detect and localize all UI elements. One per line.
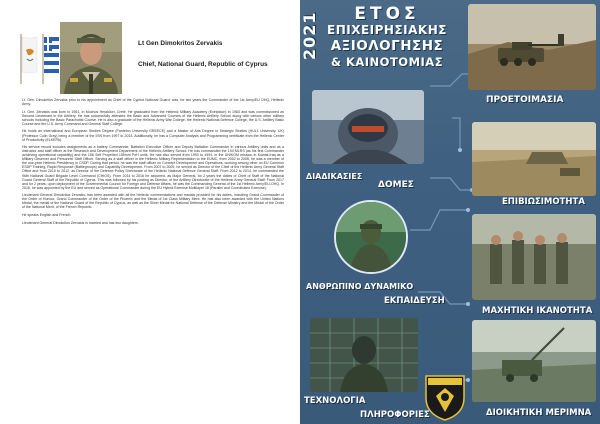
greek-flag — [42, 34, 60, 84]
label-readiness: ΠΡΟΕΤΟΙΜΑΣΙΑ — [486, 95, 564, 105]
title-line: ΑΞΙΟΛΟΓΗΣΗΣ — [330, 38, 444, 54]
general-portrait — [60, 22, 122, 94]
title-line: ΕΠΙΧΕΙΡΗΣΙΑΚΗΣ — [327, 23, 447, 37]
label-information: ΠΛΗΡΟΦΟΡΙΕΣ — [360, 410, 430, 420]
bio-role: Chief, National Guard, Republic of Cyprus — [138, 61, 268, 68]
logistics-photo — [472, 320, 596, 402]
year: 2021 — [300, 11, 319, 61]
label-combat-capability: ΜΑΧΗΤΙΚΗ ΙΚΑΝΟΤΗΤΑ — [482, 306, 593, 316]
label-structures: ΔΟΜΕΣ — [378, 180, 414, 190]
combat-capability-photo — [472, 214, 596, 300]
poster-page — [300, 0, 600, 424]
title-line: & ΚΑΙΝΟΤΟΜΙΑΣ — [330, 55, 444, 69]
procedures-photo — [312, 90, 424, 164]
bio-paragraph: He holds an International and European Studies Degree (Panteion University GREECE) and a Master of Arts Degree in Strategic Studies (HULL University, UK) (Professor Colin Gray) being a member of the IISS from 1997 to 2014. Additionally, he has a Computer Analysis and Programming certificate from the Hellenic Center of Productivity (ELKEPA). — [22, 129, 284, 142]
label-procedures: ΔΙΑΔΙΚΑΣΙΕΣ — [306, 172, 363, 181]
bio-paragraph: Lieutenant General Dimokritos Zervakis is married and has two daughters. — [22, 220, 139, 225]
flags — [20, 30, 58, 88]
bio-name: Lt Gen Dimokritos Zervakis — [138, 40, 223, 47]
biography-text — [22, 98, 284, 228]
label-logistics: ΔΙΟΙΚΗΤΙΚΗ ΜΕΡΙΜΝΑ — [486, 408, 592, 418]
bio-paragraph: He speaks English and French. — [22, 213, 72, 218]
bio-paragraph: Lt. Gen. Zervakis was born in 1961, in Mochos Heraklion, Crete. He graduated from the Hellenic Military Academy (Evelpidon) in 1983 and was commissioned as Second Lieutenant in the Artillery. He has successfully attended the Basic and Advanced Courses of the Hellenic Artillery School along with various other military schools including the Basic Parachutist Course. He is also a graduate of the Hellenic Army War College, the Hellenic National Defence College, the U.S. Artillery Basic Course and the U.S. Army Command and General Staff College. — [22, 109, 284, 126]
bio-paragraph: Lt. Gen. Dimokritos Zervakis prior to his appointment as Chief of the Cypriot National Guard, was, for two years the Commander of the 1st Army/EU OHQ, Hellenic Army. — [22, 98, 284, 107]
human-potential-photo — [334, 200, 408, 274]
bio-paragraph: Lieutenant General Dimokritos Zervakis, has been awarded with all the Hellenic commendations and medals provided for his duties, including Grand Commander of the Order of Honour, Grand Commander of the Order of the Phoenix and the Medal of 1st Class Military Merit. He has also been awarded with the United Nations Medal, the medal of the National Guard of the Republic of Cyprus, as well as the Silver Medal for National Defense of the Defense Ministry and the Medal of the Order of the National Merit, of the French Republic. — [22, 193, 284, 210]
title-line: ΕΤΟΣ — [354, 4, 420, 24]
label-survivability: ΕΠΙΒΙΩΣΙΜΟΤΗΤΑ — [502, 197, 585, 207]
poster-title — [322, 6, 452, 70]
readiness-photo — [468, 4, 596, 90]
national-guard-emblem — [422, 372, 468, 422]
label-training: ΕΚΠΑΙΔΕΥΣΗ — [384, 296, 445, 306]
survivability-photo — [472, 122, 596, 196]
bio-paragraph: His service record includes assignments as a battery Commander, Battalion Executive Officer and Deputy Battalion Commander in various Artillery units and as a instructor and staff officer at the Research and Development Department of the Hellenic Artillery School. He has commanded the 194 MLRS (as his first Commander achieving operational capability) and the 156 Self Propelled 155mm PzH units. He has also served from 1993 to 1994, in the UNIKOM mission in Kuwait-Iraq as a Military Observer and Personnel Staff Officer. Serving as a staff officer in the Hellenic Military Representation to the EUMC, from 2002 to 2005, he was a member of the one-year Hellenic Presidency in CSDP. During that period, he was the staff officer on Concept Development and Operations, working among other on EU Common ESDP Training, Rapid Response (Battlegroups) and Capability Development. From 2007 to 2009, he served as Director of the Chief of the Hellenic Army General Staff Office and from 2010 to 2012, as Director of the Defence Policy Directorate of the Hellenic National Defence General Staff. From 2012 to 2014, he commanded the 96th National Guard Brigade Level Command (CHIOS). From 2014 to 2016 he assumed, as Major General, for 2 years the duties of Chief of Staff of the National Guard General Staff of the Republic of Cyprus. This was followed by his posting as Director, of the Artillery Directorate of the Hellenic Army General Staff. From 2017 and for 2 years, upon deployment of the Governmental Council for Foreign and Defense Affairs, he was the Commanding General of the 1st Hellenic Army/EU-OHQ. In 2018, he was appointed by the EU and served as Operational Commander during the EU Hybrid Exercise Multilayer 18 (Parallel and Coordinated Exercise). — [22, 145, 284, 190]
technology-photo — [310, 318, 418, 392]
cyprus-flag — [20, 34, 38, 84]
label-human-potential: ΑΝΘΡΩΠΙΝΟ ΔΥΝΑΜΙΚΟ — [306, 282, 414, 291]
label-technology: ΤΕΧΝΟΛΟΓΙΑ — [304, 396, 366, 406]
